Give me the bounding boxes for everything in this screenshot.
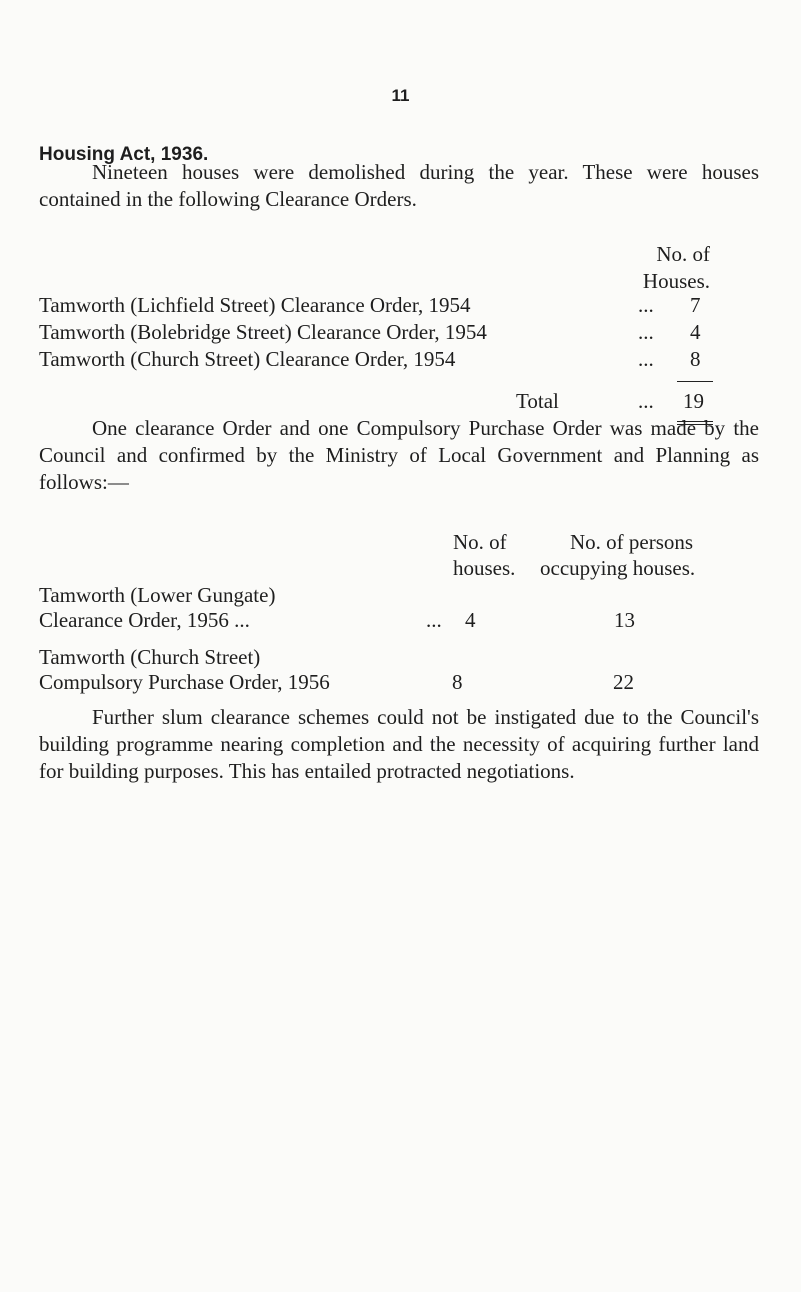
table2-col1-header-line1: No. of <box>453 530 507 554</box>
table2-row-houses: 8 <box>452 670 463 694</box>
table1-row-value: 8 <box>690 347 701 371</box>
paragraph-three-text: Further slum clearance schemes could not be instigated due to the Council's building programme nearing completion and the necessity of acquiring further land for building purposes. This has entailed protracted negotiations. <box>39 705 759 783</box>
total-value: 19 <box>683 389 704 413</box>
section-heading: Housing Act, 1936. <box>39 144 209 165</box>
table2-row-leader: ... <box>426 608 442 632</box>
subtotal-rule <box>677 381 713 382</box>
table2-row-persons: 13 <box>614 608 635 632</box>
table2-row-persons: 22 <box>613 670 634 694</box>
table2-row-houses: 4 <box>465 608 476 632</box>
intro-text: Nineteen houses were demolished during the year. These were houses contained in the following Clearance Orders. <box>39 160 759 211</box>
total-leader: ... <box>638 389 654 413</box>
table2-col1-header-line2: houses. <box>453 556 516 580</box>
table1-row-leader: ... <box>638 347 654 371</box>
intro-paragraph <box>39 159 759 213</box>
total-label: Total <box>516 389 559 413</box>
paragraph-two <box>39 415 759 496</box>
table2-col2-header-line2: occupying houses. <box>540 556 696 580</box>
paragraph-two-text: One clearance Order and one Compulsory Purchase Order was made by the Council and confirmed by the Ministry of Local Government and Planning as follows:— <box>39 416 759 494</box>
page-number: 11 <box>391 86 410 105</box>
paragraph-three <box>39 704 759 785</box>
table1-row-value: 4 <box>690 320 701 344</box>
table1-row-leader: ... <box>638 293 654 317</box>
table2-row-line1: Tamworth (Lower Gungate) <box>39 583 276 607</box>
table2-row-line1: Tamworth (Church Street) <box>39 645 261 669</box>
table1-header-line2: Houses. <box>642 269 710 293</box>
table2-row-line2: Clearance Order, 1956 ... <box>39 608 250 632</box>
table1-row-label: Tamworth (Lichfield Street) Clearance Order, 1954 <box>39 293 471 317</box>
table1-row-label: Tamworth (Church Street) Clearance Order, 1954 <box>39 347 456 371</box>
table1-row-leader: ... <box>638 320 654 344</box>
table1-row-label: Tamworth (Bolebridge Street) Clearance Order, 1954 <box>39 320 487 344</box>
table2-col2-header-line1: No. of persons <box>570 530 694 554</box>
table1-header-line1: No. of <box>656 242 710 266</box>
table2-row-line2: Compulsory Purchase Order, 1956 <box>39 670 330 694</box>
table1-row-value: 7 <box>690 293 701 317</box>
